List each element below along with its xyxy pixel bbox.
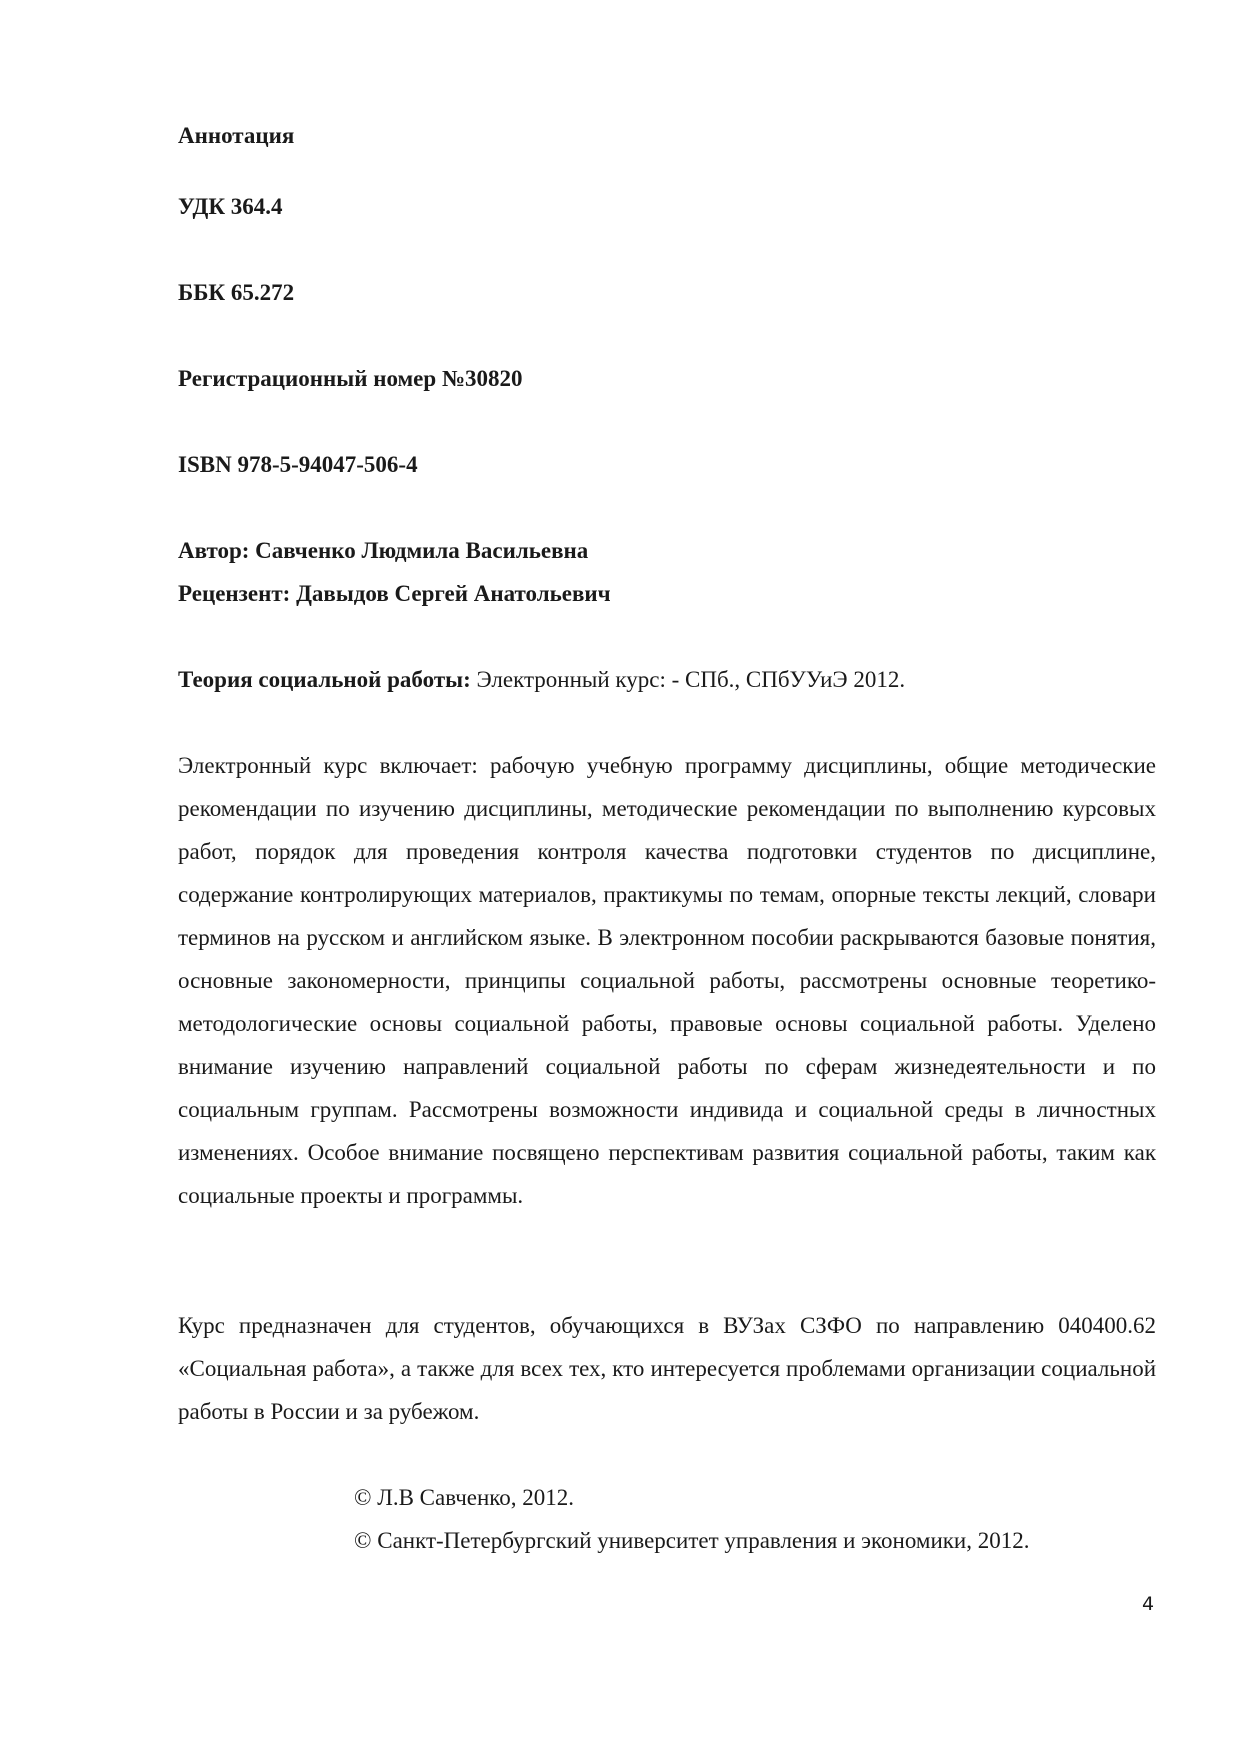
copyright-university: © Санкт-Петербургский университет управления и экономики, 2012.	[354, 1528, 1030, 1553]
citation-details: Электронный курс: - СПб., СПбУУиЭ 2012.	[470, 667, 906, 692]
author-line: Автор: Савченко Людмила Васильевна	[178, 538, 589, 563]
audience-paragraph: Курс предназначен для студентов, обучающихся в ВУЗах СЗФО по направлению 040400.62 «Социальная работа», а также для всех тех, кто интересуется проблемами организации социальной работы в России и за рубежом.	[178, 1313, 1156, 1424]
description-paragraph: Электронный курс включает: рабочую учебную программу дисциплины, общие методические рекомендации по изучению дисциплины, методические рекомендации по выполнению курсовых работ, порядок для проведения контроля качества подготовки студентов по дисциплине, содержание контролирующих материалов, практикумы по темам, опорные тексты лекций, словари терминов на русском и английском языке. В электронном пособии раскрываются базовые понятия, основные закономерности, принципы социальной работы, рассмотрены основные теоретико-методологические основы социальной работы, правовые основы социальной работы. Уделено внимание изучению направлений социальной работы по сферам жизнедеятельности и по социальным группам. Рассмотрены возможности индивида и социальной среды в личностных изменениях. Особое внимание посвящено перспективам развития социальной работы, таким как социальные проекты и программы.	[178, 753, 1156, 1208]
registration-number: Регистрационный номер №30820	[178, 366, 523, 391]
citation-line	[178, 658, 1156, 701]
udk-code: УДК 364.4	[178, 194, 283, 219]
annotation-heading: Аннотация	[178, 123, 295, 148]
reviewer-line: Рецензент: Давыдов Сергей Анатольевич	[178, 581, 611, 606]
citation-title: Теория социальной работы:	[178, 667, 471, 692]
page-number: 4	[1142, 1593, 1155, 1615]
isbn: ISBN 978-5-94047-506-4	[178, 452, 418, 477]
copyright-author: © Л.В Савченко, 2012.	[354, 1485, 575, 1510]
bbk-code: ББК 65.272	[178, 280, 295, 305]
